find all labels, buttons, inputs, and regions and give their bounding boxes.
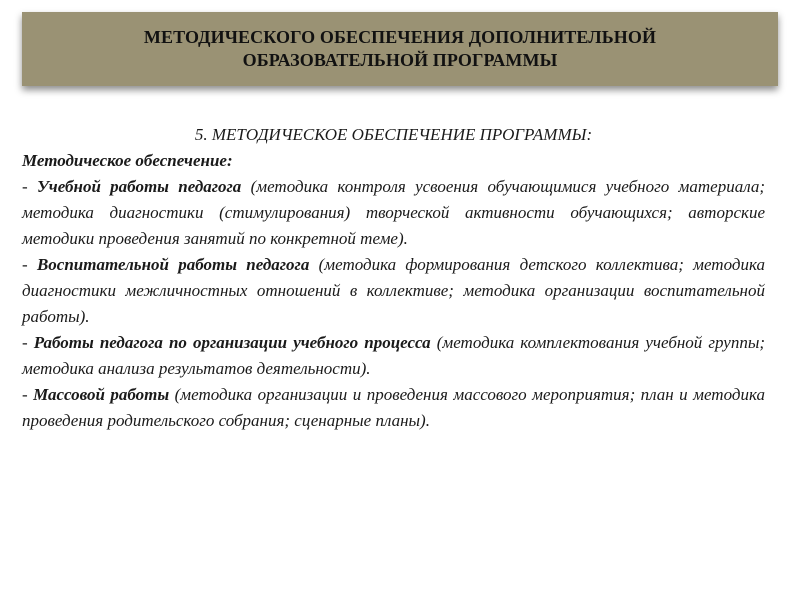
list-item (22, 252, 765, 330)
item-text: (методика организации и проведения массового мероприятия; план и методика проведения родительского собрания; сценарные планы). (22, 385, 765, 430)
section-title: 5. МЕТОДИЧЕСКОЕ ОБЕСПЕЧЕНИЕ ПРОГРАММЫ: (194, 125, 593, 144)
item-term: Массовой работы (33, 385, 170, 404)
item-term: Учебной работы педагога (36, 177, 242, 196)
item-dash: - (22, 385, 34, 404)
item-text: (методика комплектования учебной группы; методика анализа результатов деятельности). (22, 333, 766, 378)
item-term: Воспитательной работы педагога (36, 255, 310, 274)
subtitle: Методическое обеспечение: (22, 151, 233, 170)
header-band (22, 12, 778, 86)
content-body (22, 122, 765, 434)
item-text: (методика формирования детского коллектива; методика диагностики межличностных отношений в коллективе; методика организации воспитательной работы). (22, 255, 765, 326)
item-dash: - (22, 333, 34, 352)
page-title: МЕТОДИЧЕСКОГО ОБЕСПЕЧЕНИЯ ДОПОЛНИТЕЛЬНОЙ ОБРАЗОВАТЕЛЬНОЙ ПРОГРАММЫ (143, 27, 657, 70)
list-item (22, 174, 765, 252)
list-item (22, 382, 765, 434)
item-text: (методика контроля усвоения обучающимися учебного материала; методика диагностики (стимулирования) творческой активности обучающихся; авторские методики проведения занятий по конкретной теме). (22, 177, 765, 248)
item-dash: - (22, 177, 37, 196)
item-dash: - (22, 255, 37, 274)
list-item (22, 330, 765, 382)
item-term: Работы педагога по организации учебного процесса (33, 333, 431, 352)
